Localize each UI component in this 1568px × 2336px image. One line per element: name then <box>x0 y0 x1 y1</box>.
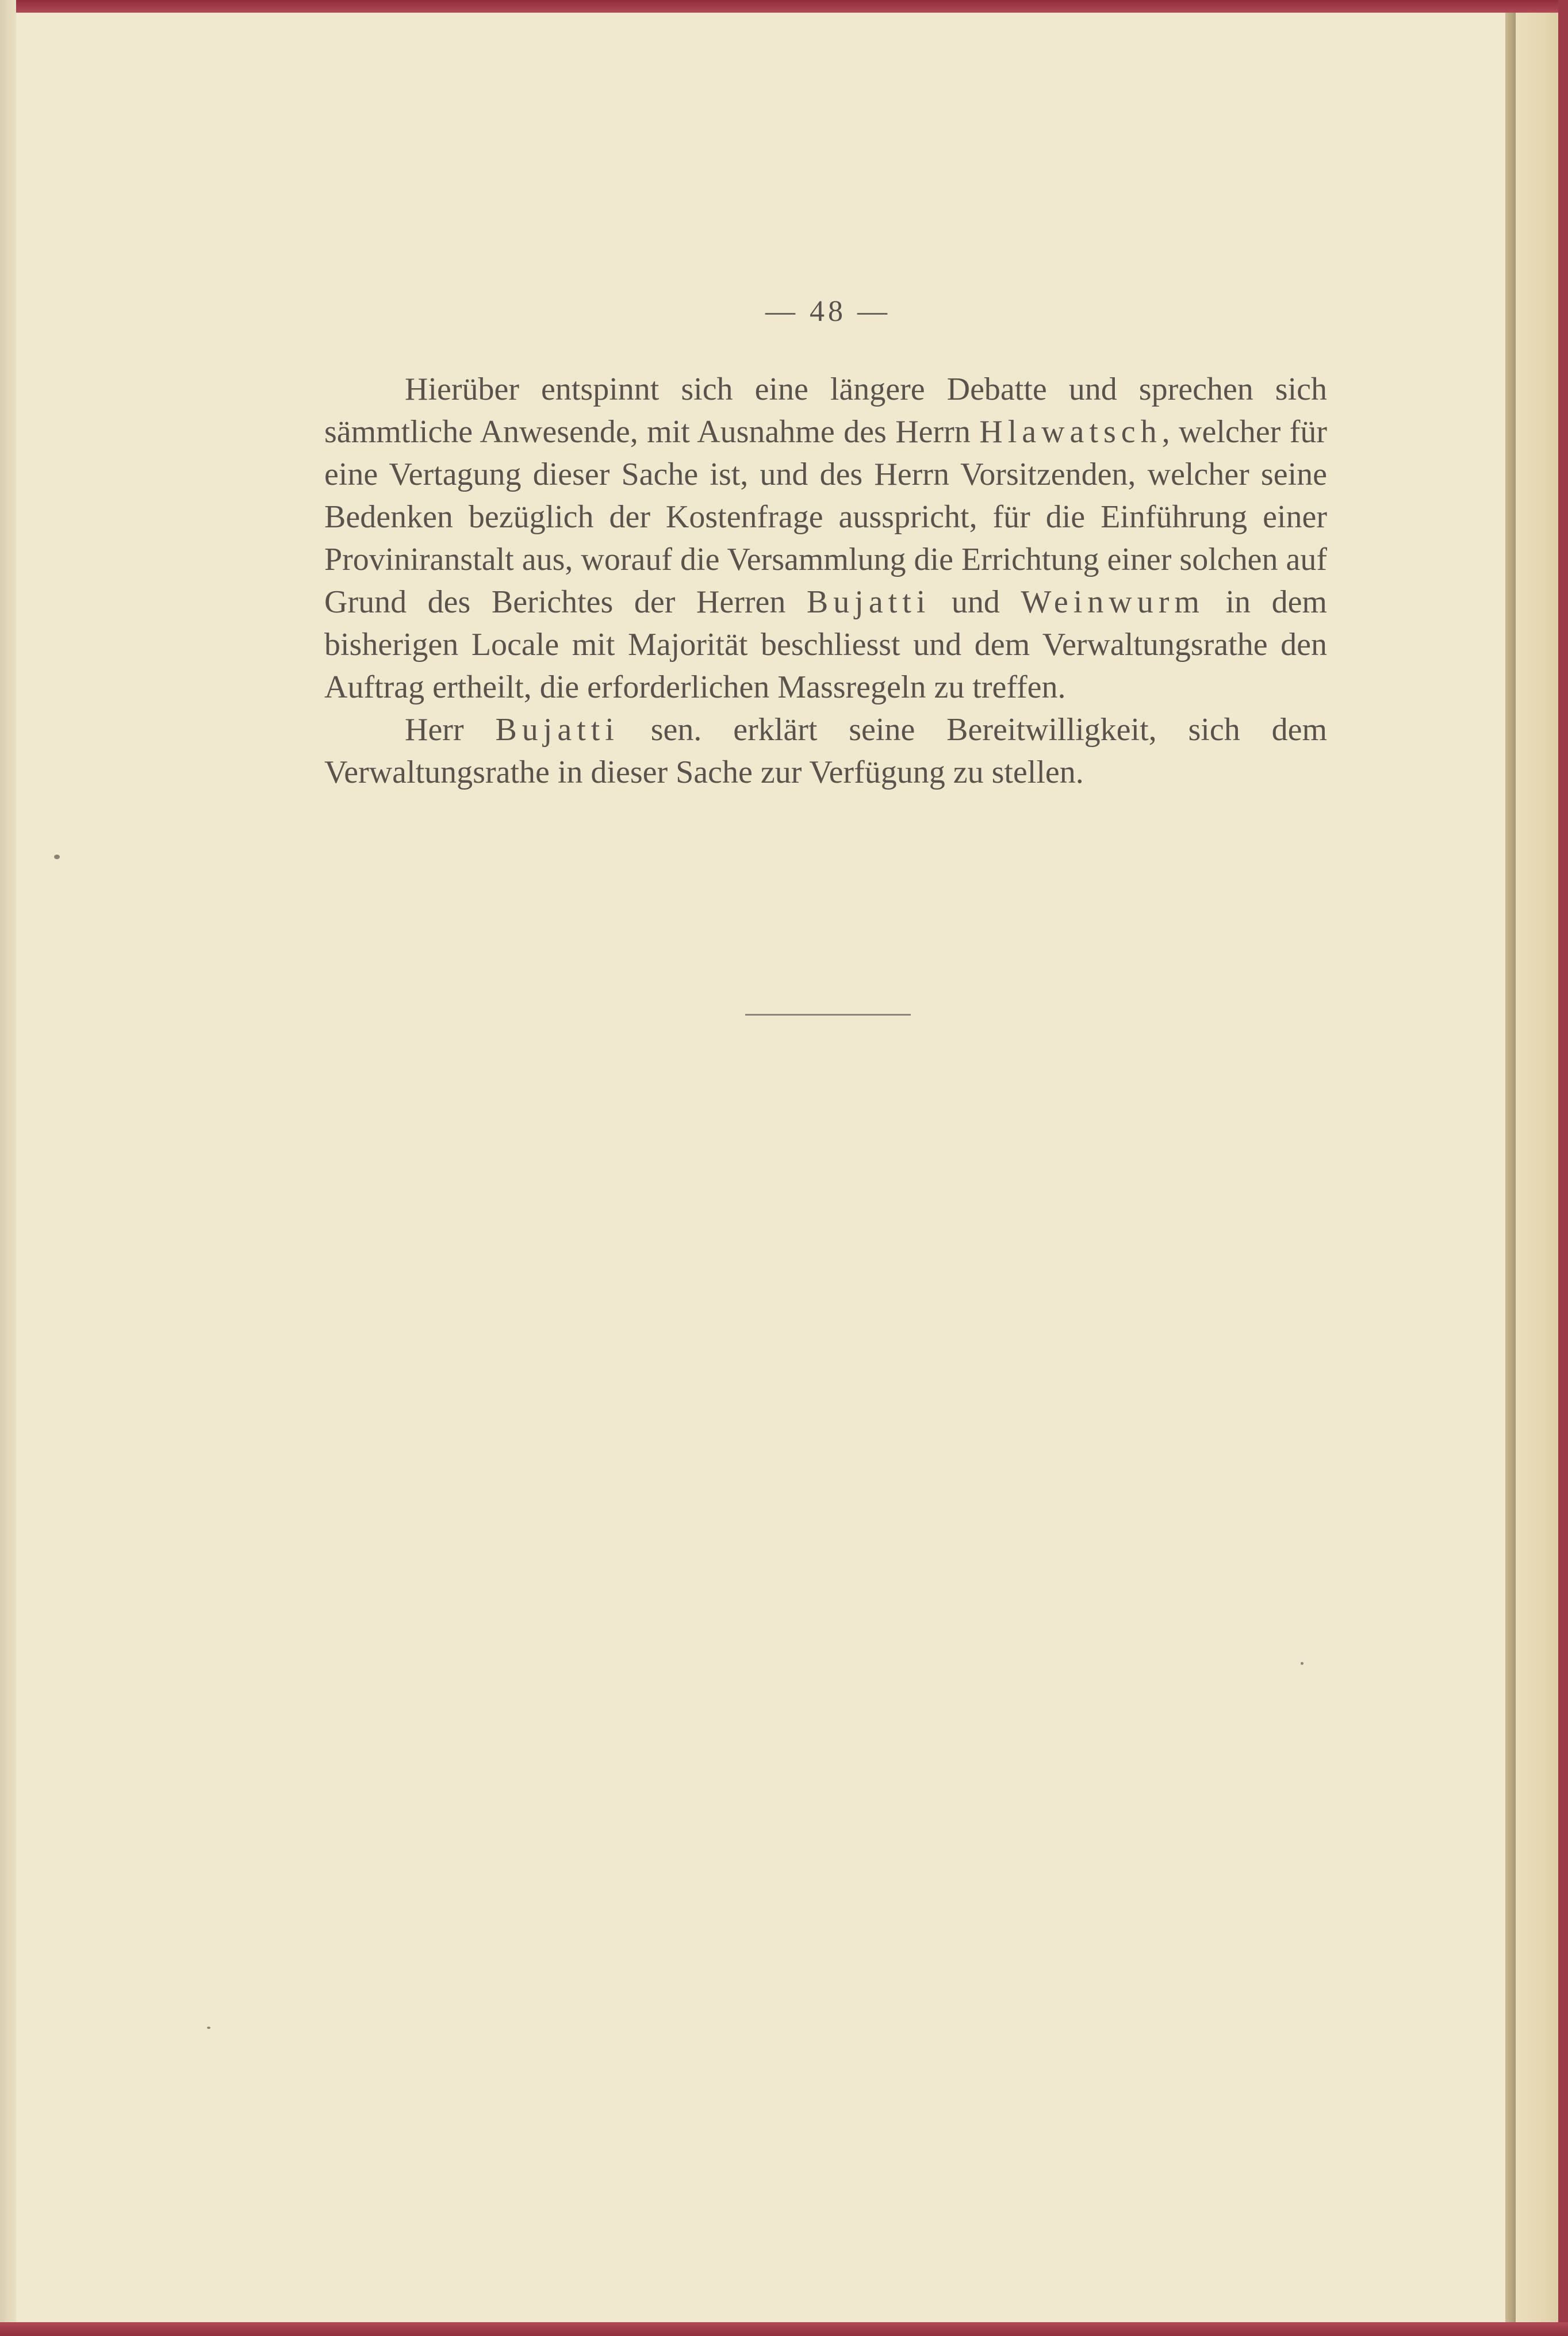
name-bujatti-sen: Bujatti <box>495 712 619 748</box>
section-divider-rule <box>745 1014 911 1016</box>
name-weinwurm: Weinwurm <box>1021 584 1205 620</box>
name-hlawatsch: Hlawatsch <box>979 414 1162 450</box>
page-number: — 48 — <box>765 295 891 328</box>
book-cover-bottom-edge <box>0 2322 1568 2336</box>
name-bujatti: Bujatti <box>806 584 931 620</box>
paragraph-1-text-3: und <box>930 584 1021 620</box>
paragraph-bujatti <box>324 709 1327 794</box>
page-gutter-shadow <box>1505 13 1516 2322</box>
paragraph-1-text-4: in dem bisherigen Locale mit Majorität beschliesst und dem Verwaltungsrathe den Auftrag ertheilt, die erforderlichen Massregeln zu treffen. <box>324 584 1327 705</box>
page-stack-left-edge <box>0 0 16 2336</box>
book-cover-right-edge <box>1558 0 1568 2336</box>
book-page <box>16 13 1511 2322</box>
paper-speck <box>1301 1662 1304 1665</box>
paragraph-debate <box>324 368 1327 709</box>
paragraph-1-text-1: Hierüber entspinnt sich eine längere Debatte und sprechen sich sämmtliche Anwesende, mit Ausnahme des Herrn <box>324 372 1327 450</box>
paragraph-1-text-2: , welcher für eine Vertagung dieser Sache ist, und des Herrn Vorsitzenden, welcher seine Bedenken bezüglich der Kostenfrage ausspricht, für die Einführung einer Proviniranstalt aus, worauf die Versammlung die Errichtung einer solchen auf Grund des Berichtes der Herren <box>324 414 1327 620</box>
paragraph-2-text-2: sen. erklärt seine Bereitwilligkeit, sich dem Verwaltungsrathe in dieser Sache zur Verfügung zu stellen. <box>324 712 1327 790</box>
paper-speck <box>54 855 60 859</box>
paper-speck <box>207 2027 210 2029</box>
book-cover-top-edge <box>0 0 1568 13</box>
paragraph-2-text-1: Herr <box>405 712 496 748</box>
body-text <box>324 368 1327 794</box>
